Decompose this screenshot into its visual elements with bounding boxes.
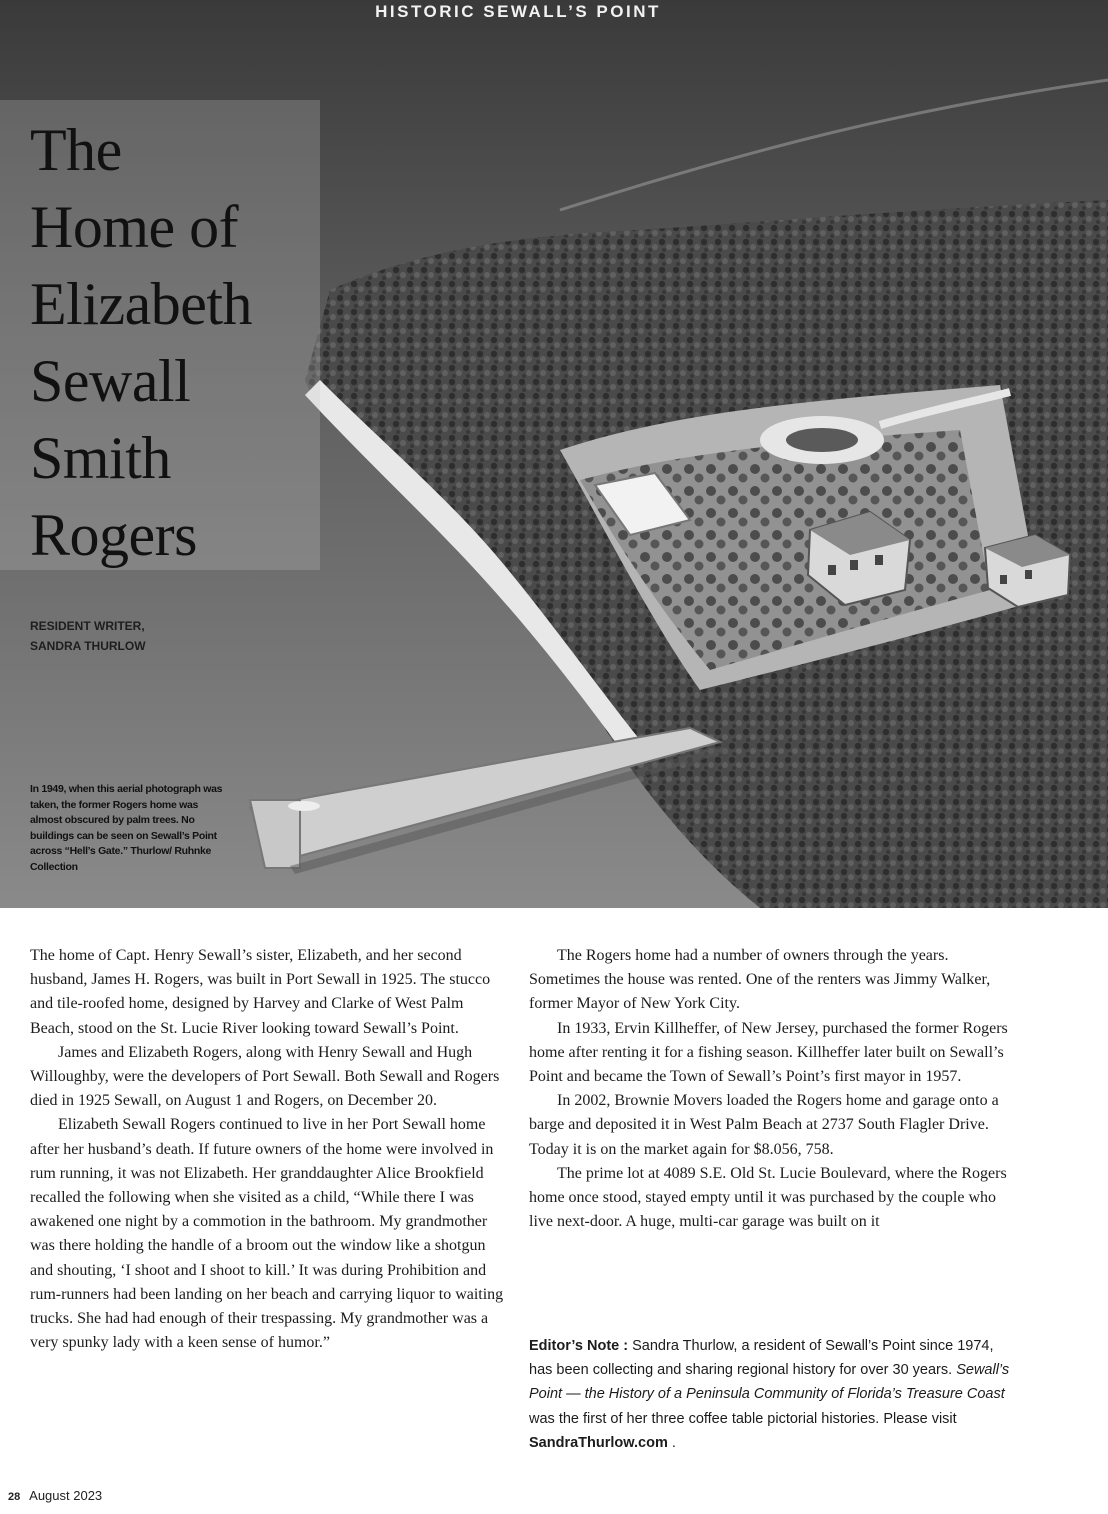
title-line: The bbox=[30, 117, 122, 183]
book-title: Sewall’s Point — the History of a Peninsula Community of Florida’s Treasure Coast bbox=[529, 1362, 1010, 1403]
editor-note bbox=[529, 1334, 1019, 1455]
byline bbox=[30, 616, 146, 656]
section-label: HISTORIC SEWALL’S POINT bbox=[375, 2, 661, 21]
byline-role: RESIDENT WRITER, bbox=[30, 619, 145, 633]
website-link[interactable]: SandraThurlow.com bbox=[529, 1434, 668, 1451]
title-line: Sewall bbox=[30, 348, 191, 414]
editor-note-text: . bbox=[667, 1434, 676, 1451]
body-column-right bbox=[529, 944, 1009, 1234]
issue-date: August 2023 bbox=[29, 1488, 103, 1503]
page-number: 28 bbox=[8, 1491, 21, 1503]
paragraph: The Rogers home had a number of owners through the years. Sometimes the house was rented. One of the renters was Jimmy Walker, former Mayor of New York City. bbox=[529, 947, 991, 1013]
paragraph: James and Elizabeth Rogers, along with Henry Sewall and Hugh Willoughby, were the developers of Port Sewall. Both Sewall and Rogers died in 1925 Sewall, on August 1 and Rogers, on December 20. bbox=[30, 1043, 500, 1110]
byline-author: SANDRA THURLOW bbox=[30, 639, 146, 653]
article-title bbox=[30, 112, 252, 574]
body-column-left bbox=[30, 944, 508, 1355]
paragraph: Elizabeth Sewall Rogers continued to live in her Port Sewall home after her husband’s death. If future owners of the home were involved in rum running, it was not Elizabeth. Her granddaughter Alice Brookfield recalled the following when she visited as a child, “While there I was awakened one night by a commotion in the bathroom. My grandmother was there holding the handle of a broom out the window like a shotgun and shouting, ‘I shoot and I shoot to kill.’ It was during Prohibition and rum-runners had been landing on her beach and carrying liquor to waiting trucks. She had had enough of their trespassing. My grandmother was a very spunky lady with a keen sense of humor.” bbox=[30, 1116, 504, 1352]
paragraph: In 1933, Ervin Killheffer, of New Jersey, purchased the former Rogers home after renting it for a fishing season. Killheffer later built on Sewall’s Point and became the Town of Sewall’s Point’s first mayor in 1957. bbox=[529, 1019, 1008, 1086]
title-line: Home of bbox=[30, 194, 239, 260]
title-line: Smith bbox=[30, 425, 171, 491]
photo-caption: In 1949, when this aerial photograph was taken, the former Rogers home was almost obscured by palm trees. No buildings can be seen on Sewall’s Point across “Hell’s Gate.” Thurlow/ Ruhnke Collection bbox=[30, 783, 223, 873]
editor-note-text: Sandra Thurlow, a resident of Sewall’s Point since 1974, has been collecting and sharing regional history for over 30 years. bbox=[529, 1338, 994, 1379]
editor-note-label: Editor’s Note : bbox=[529, 1338, 629, 1354]
paragraph: The prime lot at 4089 S.E. Old St. Lucie Boulevard, where the Rogers home once stood, stayed empty until it was purchased by the couple who live next-door. A huge, multi-car garage was built on it bbox=[529, 1164, 1007, 1231]
page-footer bbox=[8, 1488, 102, 1503]
paragraph: The home of Capt. Henry Sewall’s sister, Elizabeth, and her second husband, James H. Rogers, was built in Port Sewall in 1925. The stucco and tile-roofed home, designed by Harvey and Clarke of West Palm Beach, stood on the St. Lucie River looking toward Sewall’s Point. bbox=[30, 947, 491, 1037]
editor-note-text: was the first of her three coffee table pictorial histories. Please visit bbox=[529, 1410, 957, 1427]
title-line: Elizabeth bbox=[30, 271, 253, 337]
title-line: Rogers bbox=[30, 502, 197, 568]
paragraph: In 2002, Brownie Movers loaded the Rogers home and garage onto a barge and deposited it in West Palm Beach at 2737 South Flagler Drive. Today it is on the market again for $8.056, 758. bbox=[529, 1092, 999, 1158]
